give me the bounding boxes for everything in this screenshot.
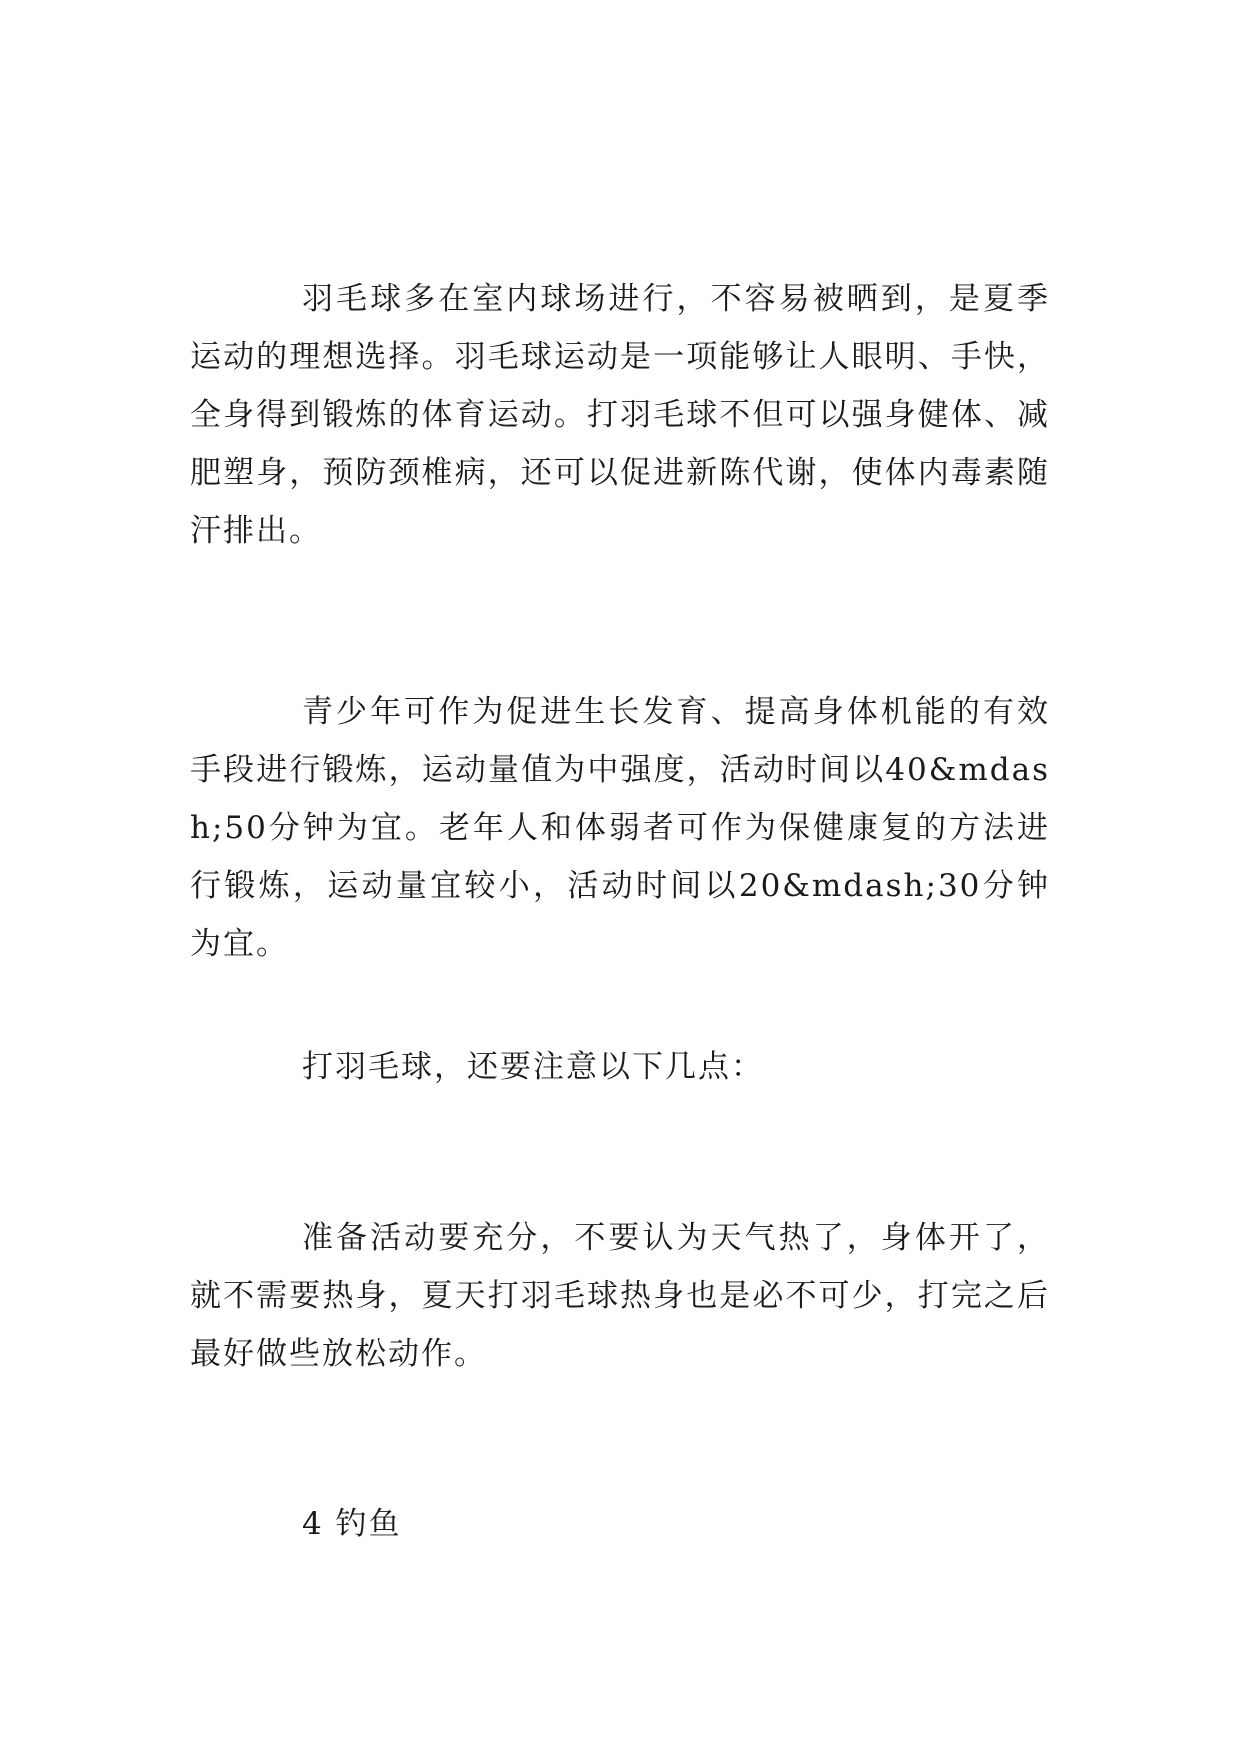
paragraph-badminton-intro: 羽毛球多在室内球场进行，不容易被晒到，是夏季运动的理想选择。羽毛球运动是一项能够让人眼明、手快，全身得到锻炼的体育运动。打羽毛球不但可以强身健体、减肥塑身，预防颈椎病，还可以促进新陈代谢，使体内毒素随汗排出。 xyxy=(190,281,1050,549)
paragraph-notes-lead: 打羽毛球，还要注意以下几点： xyxy=(302,1049,764,1085)
paragraph-warmup: 准备活动要充分，不要认为天气热了，身体开了，就不需要热身，夏天打羽毛球热身也是必不可少，打完之后最好做些放松动作。 xyxy=(190,1220,1050,1372)
paragraph-exercise-duration: 青少年可作为促进生长发育、提高身体机能的有效手段进行锻炼，运动量值为中强度，活动时间以40&mdash;50分钟为宜。老年人和体弱者可作为保健康复的方法进行锻炼，运动量宜较小，活动时间以20&mdash;30分钟为宜。 xyxy=(190,694,1050,962)
section-heading-fishing: 4 钓鱼 xyxy=(302,1506,402,1542)
